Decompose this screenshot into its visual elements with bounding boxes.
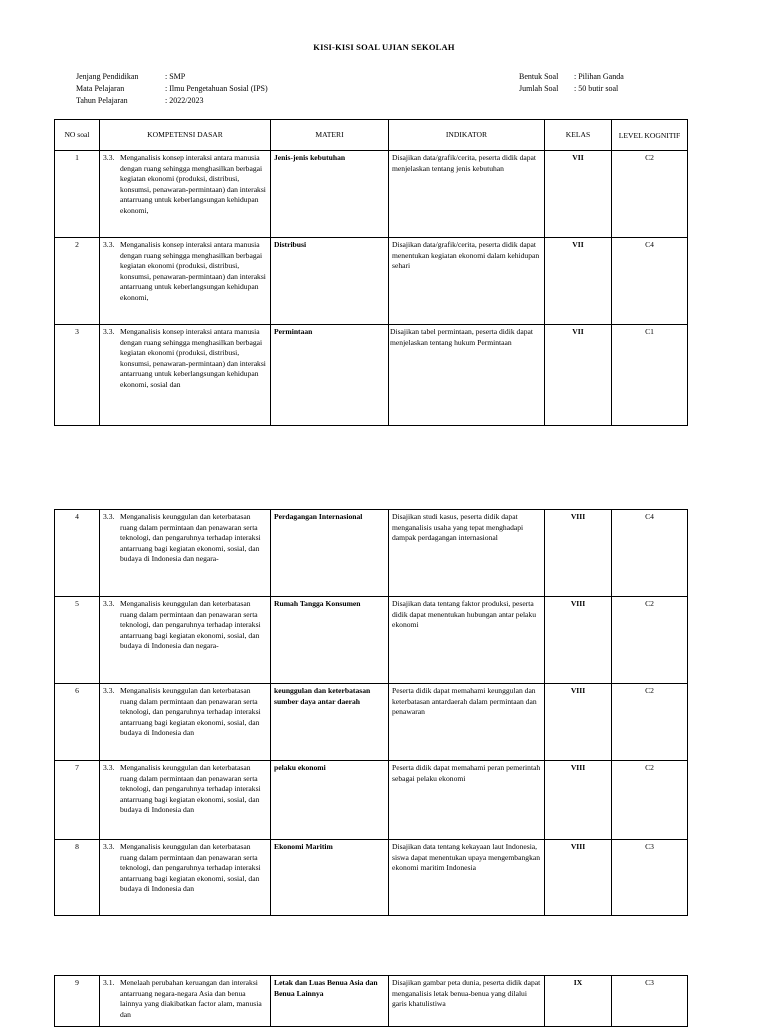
meta-row-bentuk (519, 71, 624, 83)
row-indikator: Disajikan studi kasus, peserta didik dapat menganalisis usaha yang tepat menghadapi dampak perdagangan internasional (389, 510, 545, 597)
kd-number: 3.3. (103, 842, 115, 851)
kd-text: Menganalisis keunggulan dan keterbatasan ruang dalam permintaan dan penawaran serta teknologi, dan pengaruhnya terhadap interaksi antarruang bagi kegiatan ekonomi, sosial, dan budaya di Indonesia dan (120, 763, 261, 815)
table-row (55, 510, 688, 597)
row-indikator: Disajikan data tentang faktor produksi, peserta didik dapat menentukan hubungan antar pelaku ekonomi (389, 597, 545, 684)
row-no: 9 (55, 976, 100, 1027)
row-kd (100, 238, 271, 325)
table-row (55, 238, 688, 325)
row-level: C1 (612, 325, 688, 426)
row-indikator: Peserta didik dapat memahami keunggulan dan keterbatasan antardaerah dalam permintaan dan penawaran (389, 684, 545, 761)
row-level: C2 (612, 761, 688, 840)
header-no: NO soal (55, 120, 100, 151)
meta-label: Jenjang Pendidikan (76, 72, 139, 81)
row-materi: Letak dan Luas Benua Asia dan Benua Lainnya (271, 976, 389, 1027)
kd-number: 3.3. (103, 327, 115, 336)
meta-row-jumlah (519, 83, 624, 95)
row-kelas: VII (545, 151, 612, 238)
table-row (55, 840, 688, 916)
row-indikator: Disajikan data/grafik/cerita, peserta didik dapat menjelaskan tentang jenis kebutuhan (389, 151, 545, 238)
kd-text: Menganalisis keunggulan dan keterbatasan ruang dalam permintaan dan penawaran serta teknologi, dan pengaruhnya terhadap interaksi antarruang bagi kegiatan ekonomi, sosial, dan budaya di Indonesia dan negara- (120, 512, 261, 564)
row-kelas: VIII (545, 597, 612, 684)
kd-text: Menganalisis konsep interaksi antara manusia dengan ruang sehingga menghasilkan berbagai kegiatan ekonomi (produksi, distribusi, konsumsi, penawaran-permintaan) dan interaksi antarruang untuk keberlangsungan kehidupan ekonomi, (120, 153, 266, 215)
row-no: 7 (55, 761, 100, 840)
kd-text: Menganalisis konsep interaksi antara manusia dengan ruang sehingga menghasilkan berbagai kegiatan ekonomi (produksi, distribusi, konsumsi, penawaran-permintaan) dan interaksi antarruang untuk keberlangsungan kehidupan ekonomi, sosial dan (120, 327, 266, 389)
row-no: 6 (55, 684, 100, 761)
row-materi: Ekonomi Maritim (271, 840, 389, 916)
row-no: 5 (55, 597, 100, 684)
row-kd (100, 597, 271, 684)
row-materi: Permintaan (271, 325, 389, 426)
header-level: LEVEL KOGNITIF (612, 120, 688, 151)
meta-label: Tahun Pelajaran (76, 96, 128, 105)
document-title: KISI-KISI SOAL UJIAN SEKOLAH (313, 42, 455, 52)
kd-text: Menganalisis keunggulan dan keterbatasan ruang dalam permintaan dan penawaran serta teknologi, dan pengaruhnya terhadap interaksi antarruang bagi kegiatan ekonomi, sosial, dan budaya di Indonesia dan negara- (120, 599, 261, 651)
row-no: 3 (55, 325, 100, 426)
meta-left (76, 71, 268, 107)
row-indikator: Disajikan gambar peta dunia, peserta didik dapat menganalisis letak benua-benua yang dilalui garis khatulistiwa (389, 976, 545, 1027)
kd-text: Menganalisis keunggulan dan keterbatasan ruang dalam permintaan dan penawaran serta teknologi, dan pengaruhnya terhadap interaksi antarruang bagi kegiatan ekonomi, sosial, dan budaya di Indonesia dan (120, 686, 261, 738)
row-kd (100, 325, 271, 426)
kd-number: 3.3. (103, 686, 115, 695)
row-level: C4 (612, 238, 688, 325)
row-materi: Rumah Tangga Konsumen (271, 597, 389, 684)
table-row (55, 976, 688, 1027)
row-indikator: Disajikan data tentang kekayaan laut Indonesia, siswa dapat menentukan upaya mengembangkan ekonomi maritim Indonesia (389, 840, 545, 916)
kd-number: 3.3. (103, 240, 115, 249)
row-level: C3 (612, 976, 688, 1027)
row-materi: keunggulan dan keterbatasan sumber daya antar daerah (271, 684, 389, 761)
meta-row-tahun (76, 95, 268, 107)
meta-label: Mata Pelajaran (76, 84, 125, 93)
header-materi: MATERI (271, 120, 389, 151)
table-row (55, 151, 688, 238)
kd-number: 3.3. (103, 763, 115, 772)
meta-row-mapel (76, 83, 268, 95)
row-kd (100, 684, 271, 761)
row-kelas: VIII (545, 684, 612, 761)
row-kd (100, 510, 271, 597)
meta-value: : 2022/2023 (165, 96, 204, 105)
row-level: C3 (612, 840, 688, 916)
meta-value: : 50 butir soal (574, 84, 619, 93)
row-kelas: VII (545, 238, 612, 325)
header-kelas: KELAS (545, 120, 612, 151)
row-materi: pelaku ekonomi (271, 761, 389, 840)
row-level: C2 (612, 597, 688, 684)
row-kelas: VIII (545, 761, 612, 840)
meta-value: : SMP (165, 72, 186, 81)
row-kelas: VIII (545, 510, 612, 597)
row-no: 4 (55, 510, 100, 597)
table-row (55, 684, 688, 761)
kd-text: Menganalisis konsep interaksi antara manusia dengan ruang sehingga menghasilkan berbagai kegiatan ekonomi (produksi, distribusi, konsumsi, penawaran-permintaan) dan interaksi antarruang untuk keberlangsungan kehidupan ekonomi, (120, 240, 266, 302)
row-level: C2 (612, 151, 688, 238)
row-materi: Jenis-jenis kebutuhan (271, 151, 389, 238)
meta-label: Jumlah Soal (519, 84, 559, 93)
meta-row-jenjang (76, 71, 268, 83)
row-no: 8 (55, 840, 100, 916)
row-kelas: VIII (545, 840, 612, 916)
row-level: C2 (612, 684, 688, 761)
header-indikator: INDIKATOR (389, 120, 545, 151)
row-level: C4 (612, 510, 688, 597)
row-kelas: IX (545, 976, 612, 1027)
kisi-table-1 (54, 119, 688, 426)
row-kd (100, 761, 271, 840)
row-kelas: VII (545, 325, 612, 426)
kd-number: 3.3. (103, 512, 115, 521)
header-kd: KOMPETENSI DASAR (100, 120, 271, 151)
kd-text: Menelaah perubahan keruangan dan interaksi antarruang negara-negara Asia dan benua lainnya yang diakibatkan factor alam, manusia dan (120, 978, 262, 1019)
table-row (55, 597, 688, 684)
table-header-row (55, 120, 688, 151)
row-no: 1 (55, 151, 100, 238)
row-materi: Distribusi (271, 238, 389, 325)
kd-number: 3.3. (103, 599, 115, 608)
row-no: 2 (55, 238, 100, 325)
table-row (55, 325, 688, 426)
meta-value: : Ilmu Pengetahuan Sosial (IPS) (165, 84, 268, 93)
row-indikator: Disajikan data/grafik/cerita, peserta didik dapat menentukan kegiatan ekonomi dalam kehidupan sehari (389, 238, 545, 325)
row-kd (100, 976, 271, 1027)
meta-label: Bentuk Soal (519, 72, 559, 81)
meta-right (519, 71, 624, 95)
table-row (55, 761, 688, 840)
kd-number: 3.3. (103, 153, 115, 162)
kisi-table-3 (54, 975, 688, 1027)
kd-number: 3.1. (103, 978, 115, 987)
row-indikator: Peserta didik dapat memahami peran pemerintah sebagai pelaku ekonomi (389, 761, 545, 840)
row-kd (100, 151, 271, 238)
row-kd (100, 840, 271, 916)
kisi-table-2 (54, 509, 688, 916)
row-materi: Perdagangan Internasional (271, 510, 389, 597)
row-indikator: Disajikan tabel permintaan, peserta didik dapat menjelaskan tentang hukum Permintaan (389, 325, 545, 426)
meta-value: : Pilihan Ganda (574, 72, 624, 81)
kd-text: Menganalisis keunggulan dan keterbatasan ruang dalam permintaan dan penawaran serta teknologi, dan pengaruhnya terhadap interaksi antarruang bagi kegiatan ekonomi, sosial, dan budaya di Indonesia dan (120, 842, 261, 894)
